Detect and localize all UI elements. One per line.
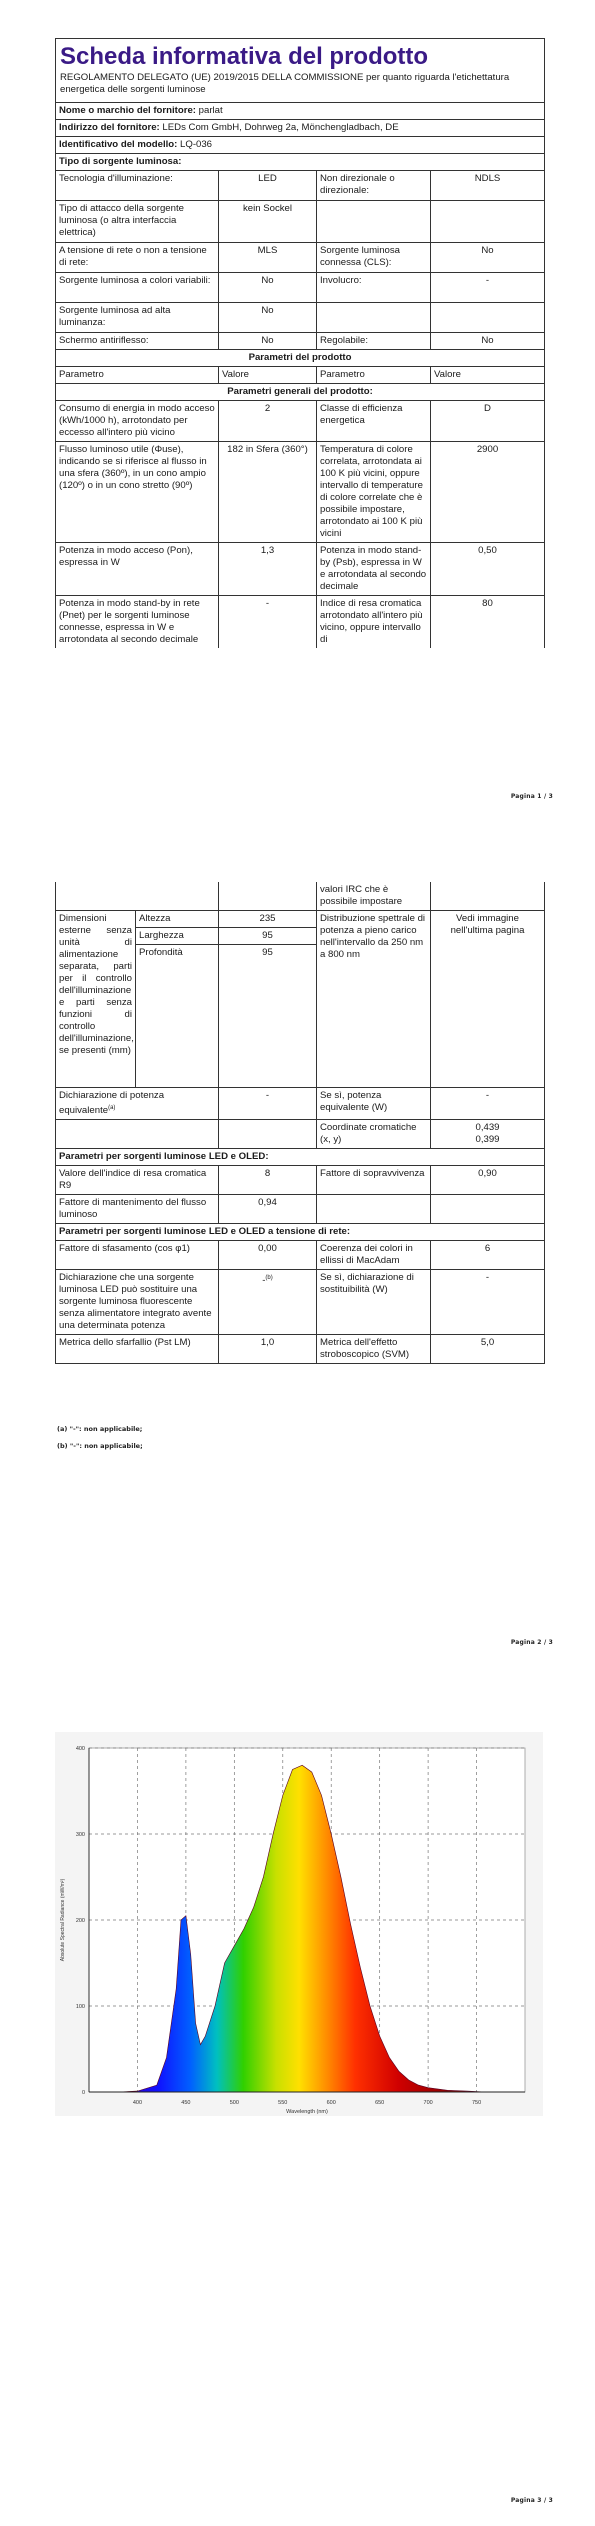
dimension-name: Altezza: [136, 911, 219, 928]
type-label: Non direzionale o direzionale:: [317, 171, 431, 201]
dimension-value: 235: [219, 911, 317, 928]
lumen-maintenance-label: Fattore di mantenimento del flusso luminoso: [56, 1195, 219, 1224]
y-tick-label: 100: [75, 2004, 85, 2010]
type-value: No: [219, 273, 317, 303]
supplier-value: parlat: [198, 105, 223, 116]
type-row: [56, 171, 545, 201]
type-value: kein Sockel: [219, 201, 317, 243]
type-label: [317, 201, 431, 243]
params-heading: Parametri del prodotto: [56, 350, 545, 367]
model-label: Identificativo del modello:: [59, 139, 178, 150]
column-header: Valore: [431, 367, 545, 384]
footnote-ref: (b): [265, 1275, 273, 1282]
params-column-header: [56, 367, 545, 384]
footnote-ref: (a): [108, 1105, 116, 1111]
equivalent-watt-value: -: [431, 1088, 545, 1120]
page-2: [0, 860, 595, 1690]
x-tick-label: 500: [229, 2100, 239, 2106]
x-tick-label: 750: [471, 2100, 482, 2106]
param-row: [56, 596, 545, 649]
fluorescent-replacement-label: Dichiarazione che una sorgente luminosa LED può sostituire una sorgente luminosa fluorescente senza alimentatore integrato avente una determinata potenza: [56, 1270, 219, 1335]
type-row: [56, 243, 545, 273]
source-type-heading: Tipo di sorgente luminosa:: [56, 154, 545, 171]
footnote-a: (a) "-": non applicabile;: [57, 1425, 143, 1433]
type-label: Sorgente luminosa ad alta luminanza:: [56, 303, 219, 333]
type-value: No: [219, 333, 317, 350]
column-header: Parametro: [56, 367, 219, 384]
x-tick-label: 450: [181, 2100, 191, 2106]
type-label: Sorgente luminosa a colori variabili:: [56, 273, 219, 303]
equivalent-power-value: -: [219, 1088, 317, 1120]
spectral-distribution-chart: [55, 1732, 543, 2116]
color-consistency-label: Coerenza dei colori in ellissi di MacAdam: [317, 1241, 431, 1270]
type-value: MLS: [219, 243, 317, 273]
displacement-factor-label: Fattore di sfasamento (cos φ1): [56, 1241, 219, 1270]
survival-factor-label: Fattore di sopravvivenza: [317, 1166, 431, 1195]
param-row: [56, 543, 545, 596]
param-value: 80: [431, 596, 545, 649]
x-tick-label: 650: [375, 2100, 385, 2106]
type-label: Schermo antiriflesso:: [56, 333, 219, 350]
param-value: -: [219, 596, 317, 649]
column-header: Parametro: [317, 367, 431, 384]
type-row: [56, 303, 545, 333]
chromaticity-x: 0,439: [475, 1122, 500, 1134]
flicker-metric-value: 1,0: [219, 1335, 317, 1364]
r9-value: 8: [219, 1166, 317, 1195]
x-tick-label: 700: [423, 2100, 433, 2106]
page-number: Pagina 3 / 3: [510, 2497, 553, 2504]
led-params-heading: Parametri per sorgenti luminose LED e OLED:: [56, 1149, 545, 1166]
y-tick-label: 0: [81, 2090, 85, 2096]
param-label: Potenza in modo stand-by (Psb), espressa in W e arrotondata al secondo decimale: [317, 543, 431, 596]
spectral-distribution-value: Vedi immagine nell'ultima pagina: [431, 911, 545, 1088]
chromaticity-value: [431, 1120, 545, 1149]
color-consistency-value: 6: [431, 1241, 545, 1270]
address-value: LEDs Com GmbH, Dohrweg 2a, Mönchengladbach, DE: [162, 122, 399, 133]
fluorescent-replacement-text: -: [262, 1275, 266, 1287]
dimension-name: Larghezza: [136, 928, 219, 945]
survival-factor-value: 0,90: [431, 1166, 545, 1195]
type-value: LED: [219, 171, 317, 201]
fluorescent-replacement-value: [219, 1270, 317, 1335]
type-value: -: [431, 273, 545, 303]
page-1: [0, 0, 595, 830]
type-value: No: [431, 333, 545, 350]
mains-params-heading: Parametri per sorgenti luminose LED e OLED a tensione di rete:: [56, 1224, 545, 1241]
type-label: Tecnologia d'illuminazione:: [56, 171, 219, 201]
substitution-label: Se sì, dichiarazione di sostituibilità (W): [317, 1270, 431, 1335]
type-value: [431, 201, 545, 243]
type-value: No: [431, 243, 545, 273]
regulation-text: REGOLAMENTO DELEGATO (UE) 2019/2015 DELLA COMMISSIONE per quanto riguarda l'etichettatura energetica delle sorgenti luminose: [60, 72, 510, 95]
sheet-title: Scheda informativa del prodotto: [60, 43, 429, 70]
type-label: A tensione di rete o non a tensione di rete:: [56, 243, 219, 273]
chromaticity-label: Coordinate cromatiche (x, y): [317, 1120, 431, 1149]
footnote-b: (b) "-": non applicabile;: [57, 1442, 143, 1450]
equivalent-power-label: [56, 1088, 219, 1120]
supplier-label: Nome o marchio del fornitore:: [59, 105, 196, 116]
equivalent-power-text: Dichiarazione di potenza equivalente: [59, 1090, 165, 1117]
x-tick-label: 400: [132, 2100, 143, 2106]
model-value: LQ-036: [180, 139, 213, 150]
y-tick-label: 400: [75, 1746, 85, 1752]
displacement-factor-value: 0,00: [219, 1241, 317, 1270]
cri-continued-text: valori IRC che è possibile impostare: [317, 882, 431, 911]
param-label: Consumo di energia in modo acceso (kWh/1000 h), arrotondato per eccesso all'intero più vicino: [56, 401, 219, 442]
model-row: [56, 137, 545, 154]
param-value: 0,50: [431, 543, 545, 596]
y-axis-label: Absolute Spectral Radiance (mW/m²): [60, 1878, 66, 1962]
y-tick-label: 300: [75, 1832, 85, 1838]
dimension-value: 95: [219, 928, 317, 945]
param-value: 182 in Sfera (360°): [219, 442, 317, 543]
column-header: Valore: [219, 367, 317, 384]
page-number: Pagina 2 / 3: [510, 1639, 553, 1646]
dimensions-label: Dimensioni esterne senza unità di alimentazione separata, parti per il controllo dell'illuminazione e parti senza funzioni di controllo dell'illuminazione, se presenti (mm): [56, 911, 136, 1088]
type-value: NDLS: [431, 171, 545, 201]
flicker-metric-label: Metrica dello sfarfallio (Pst LM): [56, 1335, 219, 1364]
type-label: Involucro:: [317, 273, 431, 303]
param-label: Potenza in modo stand-by in rete (Pnet) per le sorgenti luminose connesse, espressa in W e arrotondata al secondo decimale: [56, 596, 219, 649]
spectral-distribution-label: Distribuzione spettrale di potenza a pieno carico nell'intervallo da 250 nm a 800 nm: [317, 911, 431, 1088]
x-tick-label: 600: [326, 2100, 336, 2106]
param-label: Flusso luminoso utile (Φuse), indicando se si riferisce al flusso in una sfera (360º), in un cono ampio (120º) o in un cono stretto (90º): [56, 442, 219, 543]
param-label: Potenza in modo acceso (Pon), espressa in W: [56, 543, 219, 596]
type-row: [56, 333, 545, 350]
spectrum-chart-box: [55, 1732, 543, 2116]
address-label: Indirizzo del fornitore:: [59, 122, 160, 133]
stroboscopic-metric-value: 5,0: [431, 1335, 545, 1364]
param-label: Indice di resa cromatica arrotondato all'intero più vicino, oppure intervallo di: [317, 596, 431, 649]
param-value: 2: [219, 401, 317, 442]
type-row: [56, 273, 545, 303]
type-label: [317, 303, 431, 333]
dimension-name: Profondità: [136, 945, 219, 1088]
type-value: [431, 303, 545, 333]
equivalent-watt-label: Se sì, potenza equivalente (W): [317, 1088, 431, 1120]
type-row: [56, 201, 545, 243]
lumen-maintenance-value: 0,94: [219, 1195, 317, 1224]
address-row: [56, 120, 545, 137]
type-label: Sorgente luminosa connessa (CLS):: [317, 243, 431, 273]
general-params-heading: Parametri generali del prodotto:: [56, 384, 545, 401]
param-label: Temperatura di colore correlata, arrotondata ai 100 K più vicini, oppure intervallo di temperature di colore correlate che è possibile impostare, arrotondato ai 100 K più vicini: [317, 442, 431, 543]
product-info-table: [55, 38, 545, 648]
x-tick-label: 550: [278, 2100, 288, 2106]
substitution-value: -: [431, 1270, 545, 1335]
param-value: D: [431, 401, 545, 442]
x-axis-label: Wavelength (nm): [286, 2109, 328, 2115]
supplier-row: [56, 103, 545, 120]
param-value: 1,3: [219, 543, 317, 596]
type-value: No: [219, 303, 317, 333]
stroboscopic-metric-label: Metrica dell'effetto stroboscopico (SVM): [317, 1335, 431, 1364]
y-tick-label: 200: [75, 1918, 85, 1924]
param-row: [56, 401, 545, 442]
dimension-value: 95: [219, 945, 317, 1088]
product-info-table-continued: [55, 882, 545, 1364]
param-label: Classe di efficienza energetica: [317, 401, 431, 442]
type-label: Tipo di attacco della sorgente luminosa (o altra interfaccia elettrica): [56, 201, 219, 243]
chromaticity-y: 0,399: [475, 1134, 500, 1146]
type-label: Regolabile:: [317, 333, 431, 350]
param-value: 2900: [431, 442, 545, 543]
r9-label: Valore dell'indice di resa cromatica R9: [56, 1166, 219, 1195]
param-row: [56, 442, 545, 543]
page-number: Pagina 1 / 3: [510, 793, 553, 800]
